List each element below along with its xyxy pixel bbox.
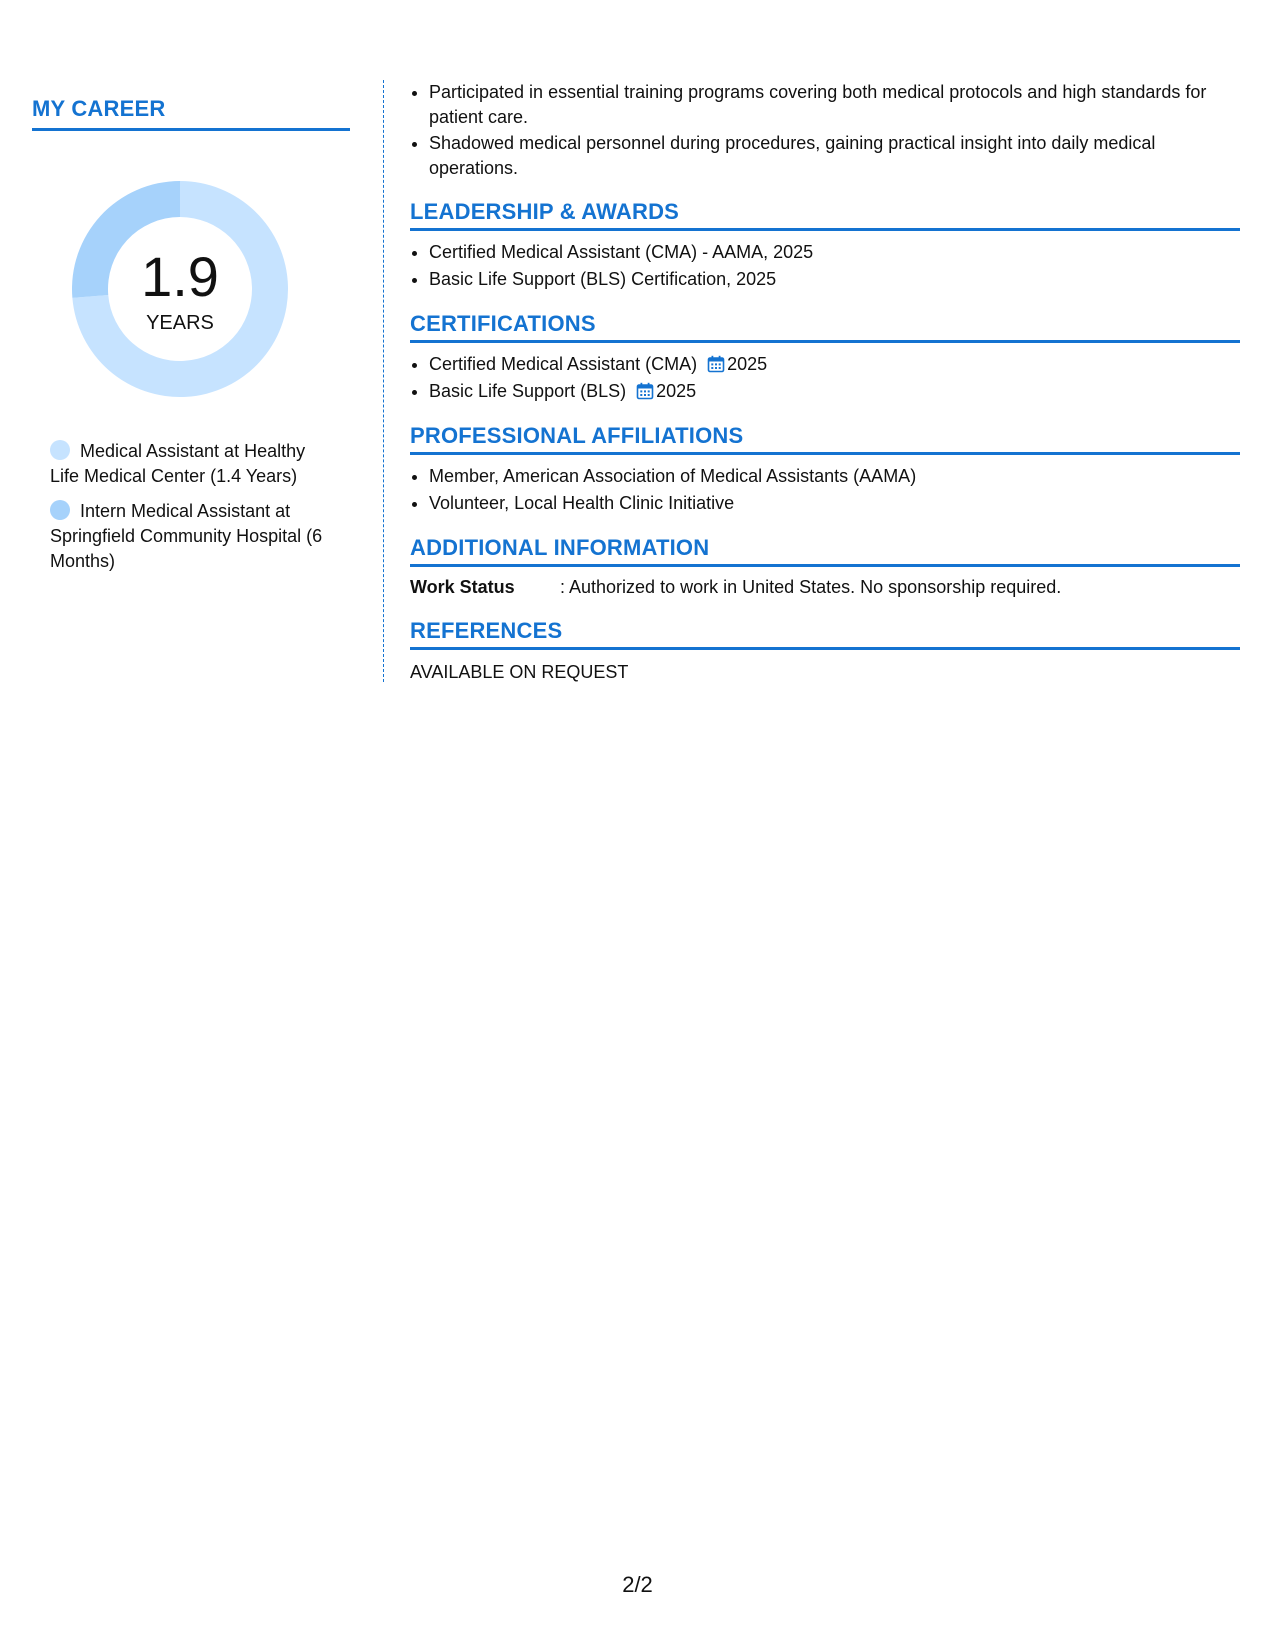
certification-name: Basic Life Support (BLS) <box>429 381 627 401</box>
career-title: MY CAREER <box>32 96 350 131</box>
certification-year: 2025 <box>656 381 697 401</box>
career-legend <box>32 439 350 574</box>
list-item <box>429 351 1240 378</box>
legend-label: Intern Medical Assistant at Springfield Community Hospital (6 Months) <box>50 501 323 571</box>
legend-item <box>50 439 330 489</box>
list-item: • Member, American Association of Medical Assistants (AAMA) <box>429 463 1240 490</box>
leadership-list <box>410 239 1240 293</box>
list-item: • Participated in essential training programs covering both medical protocols and high standards for patient care. <box>429 80 1240 130</box>
leadership-section <box>410 199 1240 293</box>
list-item <box>429 378 1240 405</box>
references-text: AVAILABLE ON REQUEST <box>410 662 629 682</box>
legend-dot <box>50 500 70 520</box>
section-title: REFERENCES <box>410 618 1240 650</box>
affiliations-section <box>410 423 1240 517</box>
main-column <box>410 80 1240 685</box>
list-item: • Volunteer, Local Health Clinic Initiative <box>429 490 1240 517</box>
work-status-value: : Authorized to work in United States. No sponsorship required. <box>560 577 1062 597</box>
career-donut-chart <box>66 175 294 403</box>
work-status-label: Work Status <box>410 577 515 597</box>
legend-label: Medical Assistant at Healthy Life Medical Center (1.4 Years) <box>50 441 306 486</box>
legend-dot <box>50 440 70 460</box>
experience-bullets <box>410 80 1240 181</box>
list-item: • Shadowed medical personnel during procedures, gaining practical insight into daily medical operations. <box>429 131 1240 181</box>
career-column <box>32 96 350 584</box>
certification-name: Certified Medical Assistant (CMA) <box>429 354 698 374</box>
additional-info-section <box>410 535 1240 600</box>
legend-item <box>50 499 330 574</box>
calendar-icon <box>636 382 654 400</box>
section-title: ADDITIONAL INFORMATION <box>410 535 1240 567</box>
certifications-list <box>410 351 1240 405</box>
affiliations-list <box>410 463 1240 517</box>
donut-total-unit: YEARS <box>146 312 214 334</box>
donut-center <box>66 175 294 403</box>
section-title: CERTIFICATIONS <box>410 311 1240 343</box>
donut-total-value: 1.9 <box>141 245 219 308</box>
list-item: • Basic Life Support (BLS) Certification, 2025 <box>429 266 1240 293</box>
references-section <box>410 618 1240 685</box>
work-status-row <box>410 575 1240 600</box>
certifications-section <box>410 311 1240 405</box>
page-number: 2/2 <box>622 1572 653 1597</box>
list-item: • Certified Medical Assistant (CMA) - AAMA, 2025 <box>429 239 1240 266</box>
column-divider <box>383 80 384 682</box>
certification-year: 2025 <box>727 354 768 374</box>
section-title: LEADERSHIP & AWARDS <box>410 199 1240 231</box>
calendar-icon <box>707 355 725 373</box>
section-title: PROFESSIONAL AFFILIATIONS <box>410 423 1240 455</box>
